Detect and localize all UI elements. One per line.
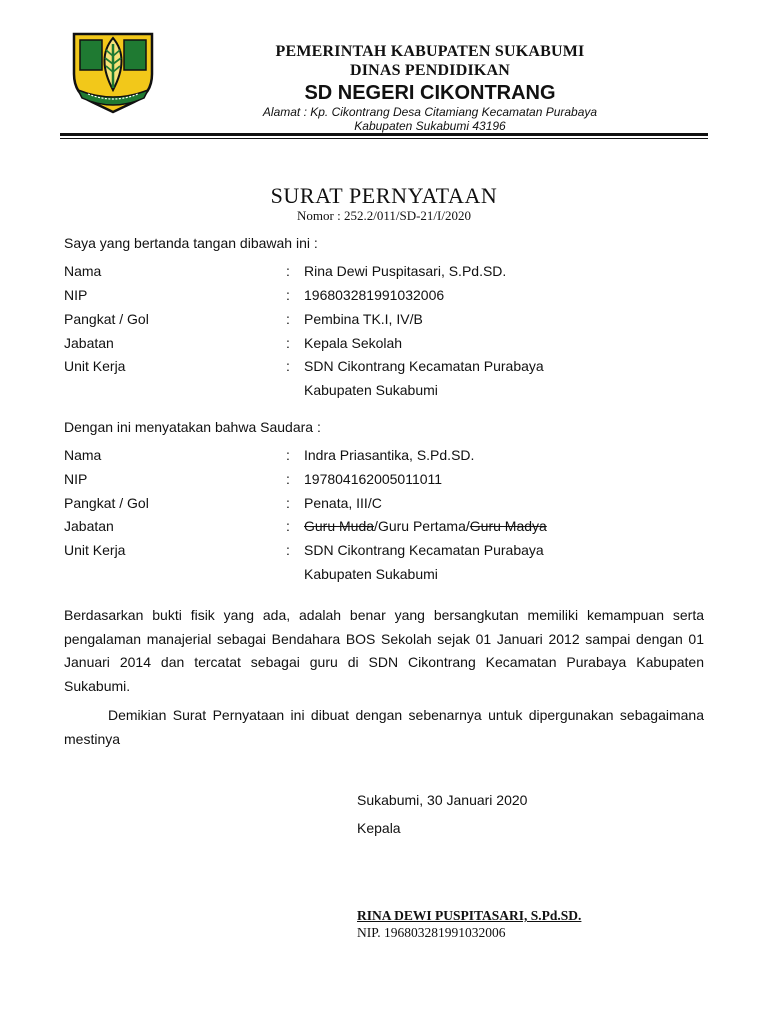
address-line-1: Alamat : Kp. Cikontrang Desa Citamiang Kecamatan Purabaya — [262, 105, 598, 119]
colon: : — [286, 542, 290, 558]
subject-label-nama: Nama — [64, 447, 102, 463]
signatory-label-nama: Nama — [64, 263, 102, 279]
signatory-label-jabatan: Jabatan — [64, 335, 114, 351]
signatory-value-jabatan: Kepala Sekolah — [304, 335, 403, 351]
signatory-label-nip: NIP — [64, 287, 88, 303]
signatory-position: Kepala — [357, 820, 401, 836]
subject-label-nip: NIP — [64, 471, 88, 487]
subject-value-unit-kerja: SDN Cikontrang Kecamatan Purabaya — [304, 542, 544, 558]
signatory-value-nip: 196803281991032006 — [304, 287, 445, 303]
struck-option-guru-muda: Guru Muda — [304, 518, 375, 534]
signatory-nip: NIP. 196803281991032006 — [357, 925, 506, 940]
sukabumi-crest-icon — [68, 30, 158, 114]
place-date: Sukabumi, 30 Januari 2020 — [357, 792, 528, 808]
signatory-name: RINA DEWI PUSPITASARI, S.Pd.SD. — [357, 908, 582, 923]
department-name: DINAS PENDIDIKAN — [349, 62, 511, 79]
colon: : — [286, 447, 290, 463]
colon: : — [286, 471, 290, 487]
colon: : — [286, 495, 290, 511]
signatory-value-unit-kerja: SDN Cikontrang Kecamatan Purabaya — [304, 358, 544, 374]
colon: : — [286, 358, 290, 374]
subject-label-unit-kerja: Unit Kerja — [64, 542, 126, 558]
struck-option-guru-madya: Guru Madya — [469, 518, 547, 534]
subject-value-unit-kerja-line2: Kabupaten Sukabumi — [304, 566, 438, 582]
letterhead — [215, 42, 645, 133]
address-line-2: Kabupaten Sukabumi 43196 — [354, 119, 506, 133]
statement-intro: Dengan ini menyatakan bahwa Saudara : — [64, 419, 321, 435]
colon: : — [286, 287, 290, 303]
document-number: Nomor : 252.2/011/SD-21/I/2020 — [297, 208, 471, 223]
signatory-label-pangkat: Pangkat / Gol — [64, 311, 149, 327]
colon: : — [286, 518, 290, 534]
document-title: SURAT PERNYATAAN — [270, 183, 498, 208]
subject-label-pangkat: Pangkat / Gol — [64, 495, 149, 511]
closing-paragraph — [64, 704, 704, 751]
closing-text: Demikian Surat Pernyataan ini dibuat dengan sebenarnya untuk dipergunakan sebagaimana mestinya — [64, 707, 704, 747]
signatory-value-nama: Rina Dewi Puspitasari, S.Pd.SD. — [304, 263, 507, 279]
letterhead-divider-thick — [60, 133, 708, 136]
signatory-value-unit-kerja-line2: Kabupaten Sukabumi — [304, 382, 438, 398]
subject-label-jabatan: Jabatan — [64, 518, 114, 534]
separator: / — [465, 518, 470, 534]
subject-value-nip: 197804162005011011 — [304, 471, 443, 487]
subject-value-jabatan — [304, 518, 547, 535]
intro-text: Saya yang bertanda tangan dibawah ini : — [64, 235, 318, 251]
letterhead-divider-thin — [60, 138, 708, 139]
signatory-value-pangkat: Pembina TK.I, IV/B — [304, 311, 423, 327]
school-name: SD NEGERI CIKONTRANG — [304, 82, 556, 104]
colon: : — [286, 263, 290, 279]
body-paragraph: Berdasarkan bukti fisik yang ada, adalah benar yang bersangkutan memiliki kemampuan serta pengalaman manajerial sebagai Bendahara BOS Sekolah sejak 01 Januari 2012 sampai dengan 01 Januari 2014 dan tercatat sebagai guru di SDN Cikontrang Kecamatan Purabaya Kabupaten Sukabumi. — [64, 607, 704, 694]
signatory-label-unit-kerja: Unit Kerja — [64, 358, 126, 374]
colon: : — [286, 335, 290, 351]
subject-value-pangkat: Penata, III/C — [304, 495, 382, 511]
separator: / — [374, 518, 378, 534]
colon: : — [286, 311, 290, 327]
government-name: PEMERINTAH KABUPATEN SUKABUMI — [275, 43, 585, 60]
selected-option-guru-pertama: Guru Pertama — [377, 518, 466, 534]
subject-value-nama: Indra Priasantika, S.Pd.SD. — [304, 447, 475, 463]
